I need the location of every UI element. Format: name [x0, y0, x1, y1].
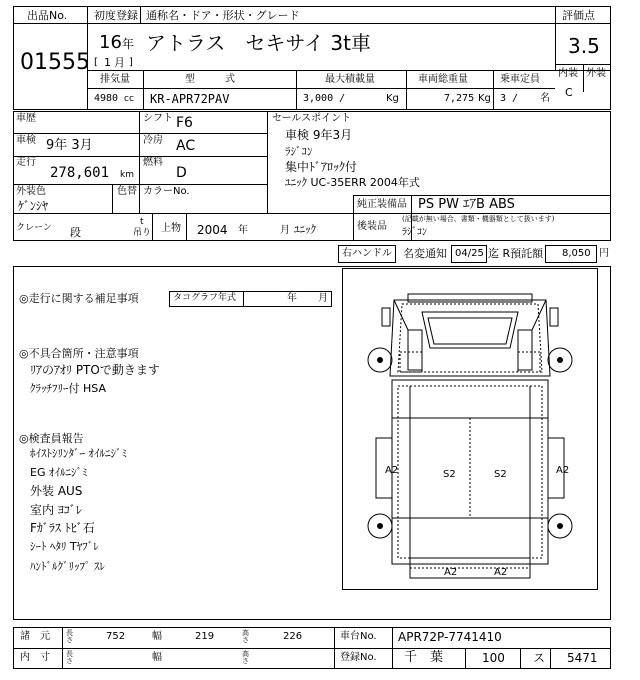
registration-month-close: ] [129, 57, 133, 68]
body-year-unit: 年 [238, 225, 248, 236]
max-load-value: 3,000 / [303, 93, 346, 104]
rhd-label: 右ハンドル [342, 248, 392, 259]
aftermarket-label: 後装品 [357, 221, 387, 232]
sales-point-line: 車検 9年3月 [285, 128, 353, 142]
inner-height-label: 高さ [242, 650, 249, 665]
damage-mark: S2 [494, 469, 507, 480]
recycle-label: 迄 R預託額 [488, 247, 544, 260]
registration-number: 5471 [567, 651, 598, 665]
fuel-label: 燃料 [143, 157, 163, 168]
first-registration-label: 初度登録 [94, 9, 138, 22]
damage-mark: A2 [444, 567, 458, 578]
color-change-label: 色替 [117, 186, 137, 197]
inner-width-label: 幅 [152, 652, 162, 663]
overall-score: 3.5 [568, 34, 600, 58]
recycle-unit: 円 [599, 248, 609, 259]
inspection-value: 9年 3月 [46, 138, 93, 153]
gross-weight-label: 車両総重量 [418, 74, 468, 85]
shift-label: シフト [143, 113, 173, 124]
title-change-label: 名変通知 [403, 247, 447, 260]
score-label: 評価点 [562, 9, 595, 22]
chassis-number: APR72P-7741410 [398, 630, 502, 644]
interior-grade-label: 内装 [558, 68, 578, 79]
inspector-line: ﾊﾝﾄﾞﾙｸﾞﾘｯﾌﾟ ｽﾚ [30, 560, 105, 573]
inner-dimensions-label: 内 寸 [20, 652, 50, 663]
tachograph-label: タコグラフ年式 [173, 293, 237, 303]
body-maker: ﾕﾆｯｸ [294, 223, 316, 236]
registration-kana: ス [533, 651, 546, 665]
crane-ton-unit: t [140, 217, 144, 227]
mileage-unit: km [120, 170, 134, 180]
fuel-value: D [176, 165, 187, 181]
inspector-line: EG ｵｲﾙﾆｼﾞﾐ [30, 466, 88, 479]
model-label: 型 式 [185, 74, 235, 85]
max-load-unit: Kg [386, 93, 399, 104]
crane-lift-unit: 吊り [133, 228, 152, 238]
registration-month: 1 [104, 56, 111, 69]
gross-weight-value: 7,275 [444, 93, 475, 104]
damage-mark: S2 [443, 469, 456, 480]
length-value: 752 [106, 631, 126, 642]
sales-point-line: 集中ﾄﾞｱﾛｯｸ付 [285, 160, 358, 174]
height-label: 高さ [242, 629, 249, 644]
sales-points-label: セールスポイント [272, 113, 352, 124]
lot-number: 01555 [20, 50, 90, 75]
body-label: 上物 [161, 223, 181, 234]
mileage-label: 走行 [16, 157, 36, 168]
inspector-line: ｼｰﾄ ﾍﾀﾘ Tﾔﾌﾞﾚ [30, 540, 99, 553]
defect-line: ｸﾗｯﾁﾌﾘｰ付 HSA [30, 382, 106, 395]
seating-value: 3 / [500, 93, 519, 104]
tachograph-month-unit: 月 [318, 293, 328, 304]
inspector-line: 室内 ﾖｺﾞﾚ [30, 503, 82, 517]
damage-mark: A2 [385, 465, 399, 476]
inspector-line: Fｶﾞﾗｽ ﾄﾋﾞ石 [30, 521, 95, 535]
dimensions-label: 諸 元 [20, 631, 50, 642]
displacement-value: 4980 [94, 93, 119, 104]
model-code: KR-APR72PAV [150, 92, 230, 106]
displacement-label: 排気量 [100, 74, 130, 85]
tachograph-year-unit: 年 [287, 293, 297, 304]
gross-weight-unit: Kg [478, 93, 491, 104]
max-load-label: 最大積載量 [325, 74, 375, 85]
lot-no-label: 出品No. [27, 9, 68, 22]
driving-notes-title: ◎走行に関する補足事項 [19, 292, 139, 305]
width-label: 幅 [152, 631, 162, 642]
equipment-label: 純正装備品 [357, 199, 407, 210]
inner-length-label: 長さ [66, 650, 73, 665]
crane-stage-unit: 段 [70, 226, 81, 239]
registration-label: 登録No. [340, 652, 377, 663]
chassis-label: 車台No. [340, 631, 377, 642]
seating-unit: 名 [540, 93, 550, 104]
registration-month-open: [ [94, 57, 98, 68]
height-value: 226 [283, 631, 303, 642]
truck-diagram [342, 268, 598, 590]
defect-line: ﾘｱのｱｵﾘ PTOで動きます [30, 363, 160, 377]
color-label: 外装色 [16, 186, 46, 197]
body-year: 2004 [197, 223, 228, 237]
registration-class: 100 [482, 651, 505, 665]
displacement-unit: cc [124, 94, 134, 104]
defects-title: ◎不具合箇所・注意事項 [19, 347, 139, 360]
inspector-line: 外装 AUS [30, 484, 83, 498]
history-label: 車歴 [16, 113, 36, 124]
sales-point-line: ﾕﾆｯｸ UC-35ERR 2004年式 [285, 176, 420, 189]
crane-label: クレーン [16, 223, 52, 233]
equipment-value: PS PW ｴｱB ABS [418, 197, 515, 212]
color-value: ｹﾞﾝｼﾔ [18, 199, 49, 213]
ac-value: AC [176, 138, 196, 154]
sales-point-line: ﾗｼﾞｺﾝ [285, 145, 313, 158]
shift-value: F6 [176, 115, 193, 131]
body-month-unit: 月 [280, 225, 290, 236]
seating-label: 乗車定員 [500, 74, 540, 85]
exterior-grade-label: 外装 [586, 68, 606, 79]
inspection-label: 車検 [16, 135, 36, 146]
recycle-value: 8,050 [562, 248, 591, 259]
ac-label: 冷房 [143, 135, 163, 146]
registration-month-unit: 月 [114, 56, 125, 69]
registration-year: 16 [99, 32, 122, 53]
width-value: 219 [195, 631, 215, 642]
title-change-date: 04/25 [455, 248, 484, 259]
inspector-title: ◎検査員報告 [19, 432, 84, 445]
inspector-line: ﾎｲｽﾄｼﾘﾝﾀﾞｰ ｵｲﾙﾆｼﾞﾐ [30, 447, 127, 460]
aftermarket-note: (記載が無い場合、書類・機器類として扱います) [402, 215, 555, 223]
color-number-label: カラーNo. [143, 186, 190, 197]
damage-mark: A2 [494, 567, 508, 578]
registration-year-unit: 年 [122, 37, 135, 51]
damage-mark: A2 [556, 465, 570, 476]
mileage-value: 278,601 [50, 165, 110, 181]
car-name: アトラス セキサイ 3t車 [146, 31, 371, 55]
length-label: 長さ [66, 629, 73, 644]
car-name-label: 通称名・ドア・形状・グレード [146, 9, 300, 22]
registration-area: 千 葉 [404, 650, 444, 665]
interior-grade: C [565, 86, 573, 99]
aftermarket-value: ﾗｼﾞｺﾝ [402, 227, 427, 238]
